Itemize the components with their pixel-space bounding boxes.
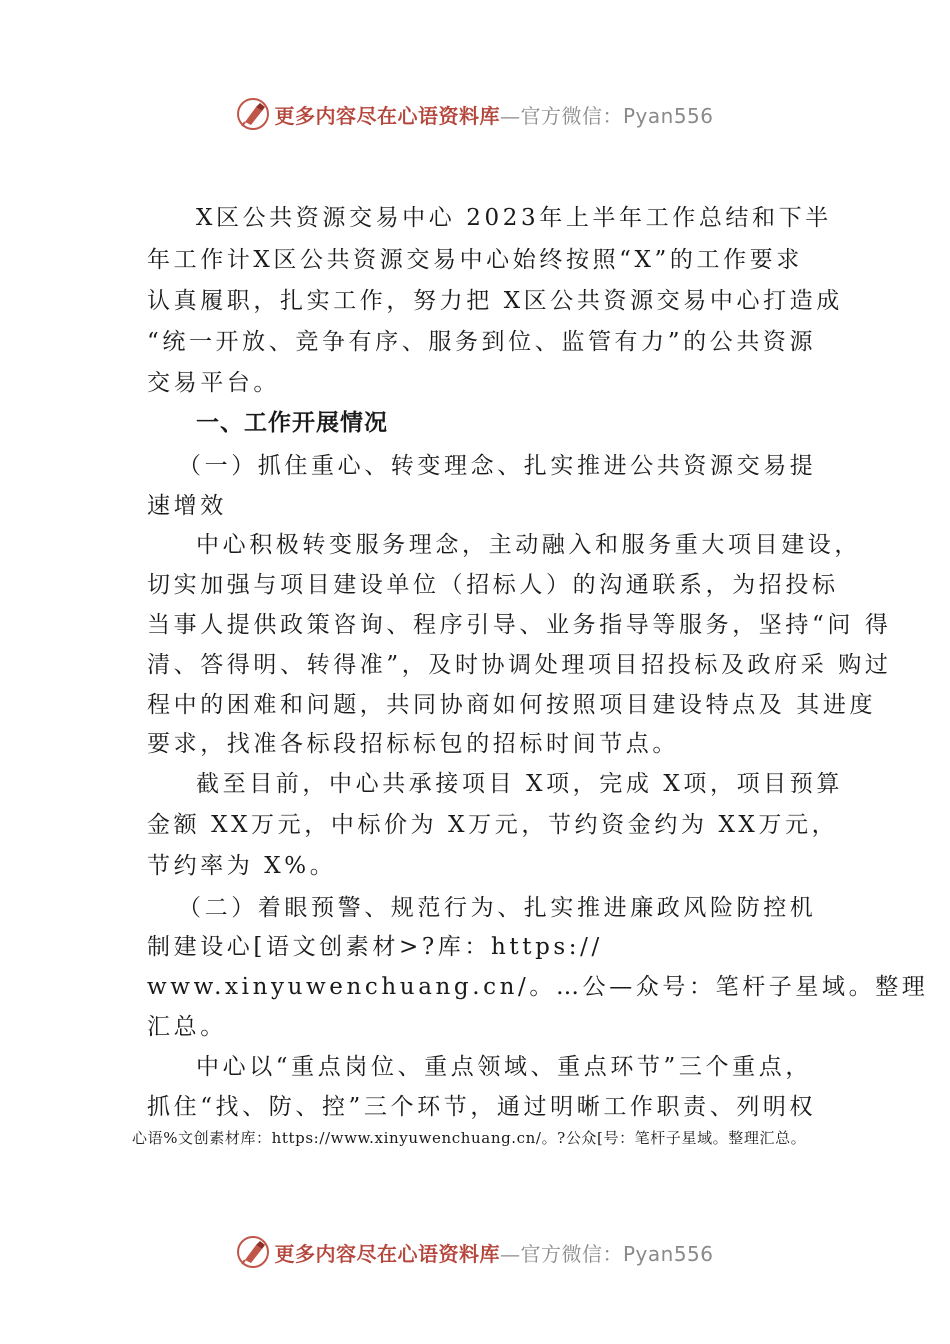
banner-wechat-label: 官方微信：	[520, 103, 623, 128]
sub-heading: （二）着眼预警、规范行为、扎实推进廉政风险防控机	[178, 895, 817, 921]
body-line: 交易平台。	[147, 370, 280, 396]
banner-wechat-id: Pyan556	[622, 103, 714, 128]
top-banner	[0, 94, 950, 134]
body-line: 中心以“重点岗位、重点领域、重点环节”三个重点，	[196, 1054, 812, 1080]
banner-text	[274, 100, 713, 129]
banner-text	[274, 1238, 713, 1267]
pen-nib-logo-icon	[236, 1235, 270, 1269]
body-line: 节约率为 X%。	[147, 853, 337, 879]
body-line: 金额 XX万元，中标价为 X万元，节约资金约为 XX万元，	[147, 812, 839, 838]
banner-wechat-label: 官方微信：	[520, 1241, 623, 1266]
banner-main-text: 更多内容尽在心语资料库	[274, 1241, 500, 1266]
banner-dash: —	[499, 1241, 521, 1266]
body-line: 汇总。	[147, 1014, 227, 1040]
body-line: 认真履职，扎实工作，努力把 X区公共资源交易中心打造成	[147, 288, 843, 314]
sub-heading-continued: 速增效	[147, 493, 227, 519]
section-heading: 一、工作开展情况	[196, 410, 388, 436]
body-line: 年工作计X区公共资源交易中心始终按照“X”的工作要求	[147, 247, 803, 273]
body-line: 当事人提供政策咨询、程序引导、业务指导等服务，坚持“问 得	[147, 612, 892, 638]
body-line: www.xinyuwenchuang.cn/。…公—众号：笔杆子星域。整理	[147, 974, 929, 1000]
body-line: 程中的困难和问题，共同协商如何按照项目建设特点及 其进度	[147, 692, 877, 718]
banner-wechat-id: Pyan556	[622, 1241, 714, 1266]
body-line: 要求，找准各标段招标标包的招标时间节点。	[147, 731, 679, 757]
body-line: 截至目前，中心共承接项目 X项，完成 X项，项目预算	[196, 771, 843, 797]
body-line: “统一开放、竞争有序、服务到位、监管有力”的公共资源	[147, 329, 817, 355]
body-line: 抓住“找、防、控”三个环节，通过明晰工作职责、列明权	[147, 1094, 817, 1120]
footer-note: 心语%文创素材库：https://www.xinyuwenchuang.cn/。?公众[号：笔杆子星域。整理汇总。	[132, 1129, 807, 1147]
pen-nib-logo-icon	[236, 97, 270, 131]
bottom-banner	[0, 1232, 950, 1272]
body-line: 切实加强与项目建设单位（招标人）的沟通联系，为招投标	[147, 572, 839, 598]
body-line: 清、答得明、转得准”，及时协调处理项目招投标及政府采 购过	[147, 652, 892, 678]
body-line: 制建设心[语文创素材>?库：https://	[147, 934, 603, 960]
banner-dash: —	[499, 103, 521, 128]
body-line: X区公共资源交易中心 2023年上半年工作总结和下半	[196, 205, 832, 231]
sub-heading: （一）抓住重心、转变理念、扎实推进公共资源交易提	[178, 453, 817, 479]
body-line: 中心积极转变服务理念，主动融入和服务重大项目建设，	[196, 532, 861, 558]
banner-main-text: 更多内容尽在心语资料库	[274, 103, 500, 128]
